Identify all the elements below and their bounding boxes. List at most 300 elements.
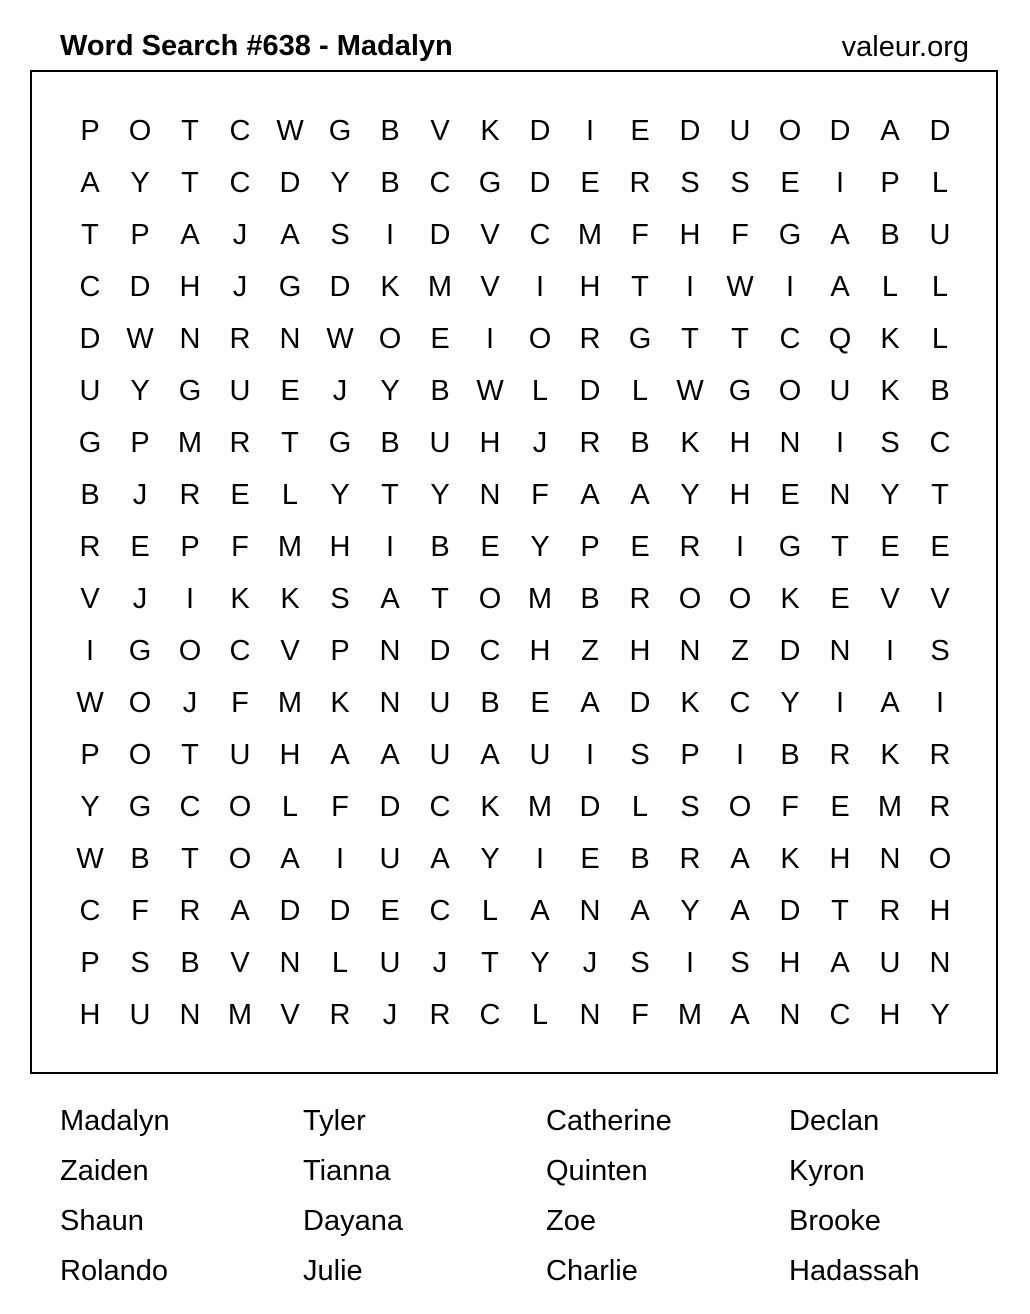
grid-cell[interactable]: D	[529, 114, 551, 147]
grid-cell[interactable]: C	[779, 322, 801, 355]
grid-cell[interactable]: Y	[530, 946, 550, 979]
grid-cell[interactable]: R	[179, 894, 201, 927]
grid-cell[interactable]: N	[579, 894, 601, 927]
grid-cell[interactable]: L	[281, 790, 299, 823]
grid-cell[interactable]: G	[178, 374, 202, 407]
grid-cell[interactable]: K	[330, 686, 350, 719]
grid-cell[interactable]: G	[128, 634, 152, 667]
grid-cell[interactable]: S	[930, 634, 950, 667]
grid-cell[interactable]: R	[79, 530, 101, 563]
grid-cell[interactable]: T	[181, 114, 199, 147]
grid-cell[interactable]: B	[380, 114, 400, 147]
grid-cell[interactable]: T	[481, 946, 499, 979]
grid-cell[interactable]: W	[326, 322, 354, 355]
grid-cell[interactable]: D	[279, 894, 301, 927]
grid-cell[interactable]: W	[76, 686, 104, 719]
grid-cell[interactable]: H	[579, 270, 601, 303]
grid-cell[interactable]: A	[630, 478, 650, 511]
grid-cell[interactable]: C	[179, 790, 201, 823]
grid-cell[interactable]: Z	[581, 634, 599, 667]
grid-cell[interactable]: B	[80, 478, 100, 511]
grid-cell[interactable]: Y	[330, 478, 350, 511]
grid-cell[interactable]: J	[332, 374, 348, 407]
grid-cell[interactable]: D	[929, 114, 951, 147]
grid-cell[interactable]: I	[585, 114, 595, 147]
grid-cell[interactable]: N	[379, 634, 401, 667]
grid-cell[interactable]: B	[480, 686, 500, 719]
grid-cell[interactable]: C	[829, 998, 851, 1031]
grid-cell[interactable]: Y	[430, 478, 450, 511]
grid-cell[interactable]: D	[829, 114, 851, 147]
grid-cell[interactable]: E	[780, 478, 800, 511]
grid-cell[interactable]: U	[929, 218, 951, 251]
grid-cell[interactable]: K	[680, 426, 700, 459]
grid-cell[interactable]: P	[880, 166, 900, 199]
grid-cell[interactable]: E	[230, 478, 250, 511]
grid-cell[interactable]: P	[330, 634, 350, 667]
grid-cell[interactable]: N	[879, 842, 901, 875]
grid-cell[interactable]: K	[680, 686, 700, 719]
grid-cell[interactable]: V	[80, 582, 100, 615]
grid-cell[interactable]: A	[330, 738, 350, 771]
grid-cell[interactable]: C	[529, 218, 551, 251]
grid-cell[interactable]: J	[532, 426, 548, 459]
grid-cell[interactable]: S	[130, 946, 150, 979]
grid-cell[interactable]: T	[931, 478, 949, 511]
grid-cell[interactable]: E	[630, 530, 650, 563]
grid-cell[interactable]: O	[128, 686, 152, 719]
grid-cell[interactable]: I	[585, 738, 595, 771]
grid-cell[interactable]: L	[281, 478, 299, 511]
grid-cell[interactable]: Y	[880, 478, 900, 511]
grid-cell[interactable]: G	[628, 322, 652, 355]
grid-cell[interactable]: I	[835, 166, 845, 199]
grid-cell[interactable]: R	[679, 530, 701, 563]
grid-cell[interactable]: N	[479, 478, 501, 511]
grid-cell[interactable]: U	[79, 374, 101, 407]
grid-cell[interactable]: M	[427, 270, 453, 303]
grid-cell[interactable]: T	[831, 530, 849, 563]
grid-cell[interactable]: T	[831, 894, 849, 927]
grid-cell[interactable]: I	[535, 842, 545, 875]
grid-cell[interactable]: E	[380, 894, 400, 927]
grid-cell[interactable]: O	[778, 114, 802, 147]
grid-cell[interactable]: Y	[480, 842, 500, 875]
grid-cell[interactable]: U	[529, 738, 551, 771]
grid-cell[interactable]: J	[132, 582, 148, 615]
grid-cell[interactable]: S	[730, 166, 750, 199]
grid-cell[interactable]: V	[930, 582, 950, 615]
grid-cell[interactable]: V	[880, 582, 900, 615]
grid-cell[interactable]: K	[230, 582, 250, 615]
grid-cell[interactable]: E	[280, 374, 300, 407]
grid-cell[interactable]: A	[630, 894, 650, 927]
grid-cell[interactable]: U	[229, 374, 251, 407]
grid-cell[interactable]: U	[129, 998, 151, 1031]
grid-cell[interactable]: R	[879, 894, 901, 927]
grid-cell[interactable]: N	[179, 998, 201, 1031]
grid-cell[interactable]: R	[929, 790, 951, 823]
grid-cell[interactable]: O	[528, 322, 552, 355]
grid-cell[interactable]: A	[730, 894, 750, 927]
grid-cell[interactable]: F	[781, 790, 799, 823]
grid-cell[interactable]: R	[929, 738, 951, 771]
grid-cell[interactable]: C	[429, 894, 451, 927]
grid-cell[interactable]: L	[331, 946, 349, 979]
grid-cell[interactable]: A	[480, 738, 500, 771]
grid-cell[interactable]: N	[279, 946, 301, 979]
grid-cell[interactable]: J	[182, 686, 198, 719]
grid-cell[interactable]: N	[829, 478, 851, 511]
grid-cell[interactable]: K	[280, 582, 300, 615]
grid-cell[interactable]: H	[779, 946, 801, 979]
grid-cell[interactable]: V	[230, 946, 250, 979]
grid-cell[interactable]: E	[480, 530, 500, 563]
grid-cell[interactable]: D	[779, 894, 801, 927]
grid-cell[interactable]: U	[879, 946, 901, 979]
grid-cell[interactable]: R	[429, 998, 451, 1031]
grid-cell[interactable]: L	[531, 374, 549, 407]
grid-cell[interactable]: P	[180, 530, 200, 563]
grid-cell[interactable]: Y	[680, 478, 700, 511]
grid-cell[interactable]: E	[880, 530, 900, 563]
grid-cell[interactable]: O	[728, 790, 752, 823]
grid-cell[interactable]: M	[577, 218, 603, 251]
grid-cell[interactable]: I	[685, 270, 695, 303]
grid-cell[interactable]: K	[480, 114, 500, 147]
grid-cell[interactable]: T	[681, 322, 699, 355]
grid-cell[interactable]: A	[730, 842, 750, 875]
grid-cell[interactable]: E	[930, 530, 950, 563]
grid-cell[interactable]: L	[631, 374, 649, 407]
grid-cell[interactable]: W	[676, 374, 704, 407]
grid-cell[interactable]: J	[132, 478, 148, 511]
grid-cell[interactable]: A	[880, 686, 900, 719]
grid-cell[interactable]: E	[580, 842, 600, 875]
grid-cell[interactable]: J	[432, 946, 448, 979]
grid-cell[interactable]: G	[78, 426, 102, 459]
grid-cell[interactable]: R	[179, 478, 201, 511]
grid-cell[interactable]: D	[529, 166, 551, 199]
grid-cell[interactable]: Y	[680, 894, 700, 927]
grid-cell[interactable]: T	[731, 322, 749, 355]
grid-cell[interactable]: Y	[330, 166, 350, 199]
grid-cell[interactable]: P	[130, 218, 150, 251]
grid-cell[interactable]: N	[929, 946, 951, 979]
grid-cell[interactable]: O	[228, 790, 252, 823]
grid-cell[interactable]: Z	[731, 634, 749, 667]
grid-cell[interactable]: F	[731, 218, 749, 251]
grid-cell[interactable]: L	[881, 270, 899, 303]
grid-cell[interactable]: P	[80, 946, 100, 979]
grid-cell[interactable]: U	[379, 946, 401, 979]
grid-cell[interactable]: N	[179, 322, 201, 355]
grid-cell[interactable]: A	[830, 218, 850, 251]
grid-cell[interactable]: L	[481, 894, 499, 927]
grid-cell[interactable]: I	[535, 270, 545, 303]
grid-cell[interactable]: H	[279, 738, 301, 771]
grid-cell[interactable]: W	[76, 842, 104, 875]
grid-cell[interactable]: C	[79, 270, 101, 303]
grid-cell[interactable]: B	[380, 426, 400, 459]
grid-cell[interactable]: C	[429, 790, 451, 823]
grid-cell[interactable]: Y	[930, 998, 950, 1031]
grid-cell[interactable]: M	[527, 582, 553, 615]
grid-cell[interactable]: O	[178, 634, 202, 667]
grid-cell[interactable]: C	[729, 686, 751, 719]
grid-cell[interactable]: B	[630, 842, 650, 875]
grid-cell[interactable]: Y	[530, 530, 550, 563]
grid-cell[interactable]: C	[929, 426, 951, 459]
grid-cell[interactable]: L	[631, 790, 649, 823]
grid-cell[interactable]: I	[335, 842, 345, 875]
grid-cell[interactable]: R	[579, 426, 601, 459]
grid-cell[interactable]: T	[81, 218, 99, 251]
grid-cell[interactable]: J	[582, 946, 598, 979]
grid-cell[interactable]: B	[580, 582, 600, 615]
grid-cell[interactable]: S	[630, 738, 650, 771]
grid-cell[interactable]: U	[429, 738, 451, 771]
grid-cell[interactable]: I	[85, 634, 95, 667]
grid-cell[interactable]: O	[928, 842, 952, 875]
grid-cell[interactable]: V	[430, 114, 450, 147]
grid-cell[interactable]: H	[729, 426, 751, 459]
grid-cell[interactable]: G	[778, 218, 802, 251]
grid-cell[interactable]: H	[179, 270, 201, 303]
grid-cell[interactable]: S	[330, 582, 350, 615]
grid-cell[interactable]: G	[328, 114, 352, 147]
grid-cell[interactable]: A	[880, 114, 900, 147]
grid-cell[interactable]: W	[726, 270, 754, 303]
grid-cell[interactable]: U	[429, 686, 451, 719]
grid-cell[interactable]: F	[231, 686, 249, 719]
grid-cell[interactable]: N	[829, 634, 851, 667]
grid-cell[interactable]: O	[478, 582, 502, 615]
grid-cell[interactable]: K	[480, 790, 500, 823]
grid-cell[interactable]: Y	[380, 374, 400, 407]
grid-cell[interactable]: N	[379, 686, 401, 719]
grid-cell[interactable]: G	[278, 270, 302, 303]
grid-cell[interactable]: D	[379, 790, 401, 823]
grid-cell[interactable]: M	[677, 998, 703, 1031]
grid-cell[interactable]: G	[778, 530, 802, 563]
grid-cell[interactable]: Y	[130, 166, 150, 199]
grid-cell[interactable]: S	[630, 946, 650, 979]
grid-cell[interactable]: T	[381, 478, 399, 511]
grid-cell[interactable]: R	[329, 998, 351, 1031]
grid-cell[interactable]: O	[778, 374, 802, 407]
grid-cell[interactable]: O	[378, 322, 402, 355]
grid-cell[interactable]: C	[229, 114, 251, 147]
grid-cell[interactable]: A	[730, 998, 750, 1031]
grid-cell[interactable]: R	[679, 842, 701, 875]
grid-cell[interactable]: E	[630, 114, 650, 147]
grid-cell[interactable]: D	[679, 114, 701, 147]
grid-cell[interactable]: D	[329, 270, 351, 303]
grid-cell[interactable]: F	[631, 218, 649, 251]
grid-cell[interactable]: R	[229, 426, 251, 459]
grid-cell[interactable]: A	[830, 946, 850, 979]
grid-cell[interactable]: I	[935, 686, 945, 719]
grid-cell[interactable]: A	[280, 218, 300, 251]
grid-cell[interactable]: H	[679, 218, 701, 251]
grid-cell[interactable]: N	[679, 634, 701, 667]
grid-cell[interactable]: L	[931, 166, 949, 199]
grid-cell[interactable]: I	[385, 218, 395, 251]
grid-cell[interactable]: H	[529, 634, 551, 667]
grid-cell[interactable]: H	[629, 634, 651, 667]
grid-cell[interactable]: P	[580, 530, 600, 563]
grid-cell[interactable]: H	[829, 842, 851, 875]
grid-cell[interactable]: H	[729, 478, 751, 511]
grid-cell[interactable]: T	[631, 270, 649, 303]
grid-cell[interactable]: E	[780, 166, 800, 199]
grid-cell[interactable]: F	[131, 894, 149, 927]
grid-cell[interactable]: E	[830, 790, 850, 823]
grid-cell[interactable]: I	[835, 426, 845, 459]
grid-cell[interactable]: K	[880, 738, 900, 771]
grid-cell[interactable]: Y	[80, 790, 100, 823]
grid-cell[interactable]: J	[232, 270, 248, 303]
grid-cell[interactable]: L	[531, 998, 549, 1031]
grid-cell[interactable]: T	[431, 582, 449, 615]
grid-cell[interactable]: M	[227, 998, 253, 1031]
grid-cell[interactable]: V	[280, 998, 300, 1031]
grid-cell[interactable]: L	[931, 270, 949, 303]
grid-cell[interactable]: G	[728, 374, 752, 407]
grid-cell[interactable]: S	[330, 218, 350, 251]
grid-cell[interactable]: B	[780, 738, 800, 771]
grid-cell[interactable]: B	[630, 426, 650, 459]
grid-cell[interactable]: M	[277, 530, 303, 563]
grid-cell[interactable]: D	[429, 634, 451, 667]
grid-cell[interactable]: B	[880, 218, 900, 251]
grid-cell[interactable]: P	[80, 738, 100, 771]
grid-cell[interactable]: M	[527, 790, 553, 823]
grid-cell[interactable]: I	[735, 530, 745, 563]
grid-cell[interactable]: B	[180, 946, 200, 979]
grid-cell[interactable]: P	[130, 426, 150, 459]
grid-cell[interactable]: Y	[130, 374, 150, 407]
grid-cell[interactable]: S	[680, 790, 700, 823]
grid-cell[interactable]: H	[879, 998, 901, 1031]
grid-cell[interactable]: R	[579, 322, 601, 355]
grid-cell[interactable]: B	[130, 842, 150, 875]
grid-cell[interactable]: U	[379, 842, 401, 875]
grid-cell[interactable]: I	[785, 270, 795, 303]
grid-cell[interactable]: S	[680, 166, 700, 199]
grid-cell[interactable]: F	[331, 790, 349, 823]
grid-cell[interactable]: A	[830, 270, 850, 303]
grid-cell[interactable]: G	[128, 790, 152, 823]
grid-cell[interactable]: I	[885, 634, 895, 667]
grid-cell[interactable]: A	[180, 218, 200, 251]
grid-cell[interactable]: H	[79, 998, 101, 1031]
grid-cell[interactable]: W	[126, 322, 154, 355]
grid-cell[interactable]: A	[380, 738, 400, 771]
grid-cell[interactable]: C	[429, 166, 451, 199]
grid-cell[interactable]: R	[229, 322, 251, 355]
grid-cell[interactable]: D	[329, 894, 351, 927]
grid-cell[interactable]: C	[479, 634, 501, 667]
grid-cell[interactable]: O	[128, 738, 152, 771]
grid-cell[interactable]: R	[629, 166, 651, 199]
grid-cell[interactable]: K	[380, 270, 400, 303]
grid-cell[interactable]: B	[930, 374, 950, 407]
grid-cell[interactable]: K	[880, 374, 900, 407]
grid-cell[interactable]: M	[877, 790, 903, 823]
grid-cell[interactable]: C	[79, 894, 101, 927]
grid-cell[interactable]: U	[829, 374, 851, 407]
grid-cell[interactable]: C	[479, 998, 501, 1031]
grid-cell[interactable]: R	[829, 738, 851, 771]
grid-cell[interactable]: A	[430, 842, 450, 875]
grid-cell[interactable]: H	[479, 426, 501, 459]
grid-cell[interactable]: U	[729, 114, 751, 147]
grid-cell[interactable]: A	[280, 842, 300, 875]
grid-cell[interactable]: B	[430, 530, 450, 563]
grid-cell[interactable]: E	[530, 686, 550, 719]
grid-cell[interactable]: U	[229, 738, 251, 771]
grid-cell[interactable]: I	[485, 322, 495, 355]
grid-cell[interactable]: A	[530, 894, 550, 927]
grid-cell[interactable]: P	[680, 738, 700, 771]
grid-cell[interactable]: Y	[780, 686, 800, 719]
grid-cell[interactable]: A	[230, 894, 250, 927]
grid-cell[interactable]: N	[279, 322, 301, 355]
grid-cell[interactable]: H	[929, 894, 951, 927]
grid-cell[interactable]: T	[181, 738, 199, 771]
grid-cell[interactable]: D	[629, 686, 651, 719]
grid-cell[interactable]: N	[579, 998, 601, 1031]
grid-cell[interactable]: K	[780, 842, 800, 875]
grid-cell[interactable]: T	[181, 166, 199, 199]
grid-cell[interactable]: J	[382, 998, 398, 1031]
grid-cell[interactable]: P	[80, 114, 100, 147]
grid-cell[interactable]: Q	[828, 322, 852, 355]
grid-cell[interactable]: D	[279, 166, 301, 199]
grid-cell[interactable]: G	[328, 426, 352, 459]
grid-cell[interactable]: W	[276, 114, 304, 147]
grid-cell[interactable]: V	[480, 270, 500, 303]
grid-cell[interactable]: I	[735, 738, 745, 771]
grid-cell[interactable]: B	[430, 374, 450, 407]
grid-cell[interactable]: I	[185, 582, 195, 615]
grid-cell[interactable]: N	[779, 426, 801, 459]
grid-cell[interactable]: G	[478, 166, 502, 199]
grid-cell[interactable]: D	[429, 218, 451, 251]
grid-cell[interactable]: V	[480, 218, 500, 251]
grid-cell[interactable]: E	[830, 582, 850, 615]
grid-cell[interactable]: F	[631, 998, 649, 1031]
grid-cell[interactable]: U	[429, 426, 451, 459]
grid-cell[interactable]: N	[779, 998, 801, 1031]
grid-cell[interactable]: I	[835, 686, 845, 719]
grid-cell[interactable]: L	[931, 322, 949, 355]
grid-cell[interactable]: W	[476, 374, 504, 407]
grid-cell[interactable]: M	[177, 426, 203, 459]
grid-cell[interactable]: D	[129, 270, 151, 303]
grid-cell[interactable]: T	[181, 842, 199, 875]
grid-cell[interactable]: K	[780, 582, 800, 615]
grid-cell[interactable]: M	[277, 686, 303, 719]
grid-cell[interactable]: I	[385, 530, 395, 563]
grid-cell[interactable]: C	[229, 166, 251, 199]
grid-cell[interactable]: V	[280, 634, 300, 667]
grid-cell[interactable]: D	[79, 322, 101, 355]
grid-cell[interactable]: D	[579, 374, 601, 407]
grid-cell[interactable]: E	[130, 530, 150, 563]
